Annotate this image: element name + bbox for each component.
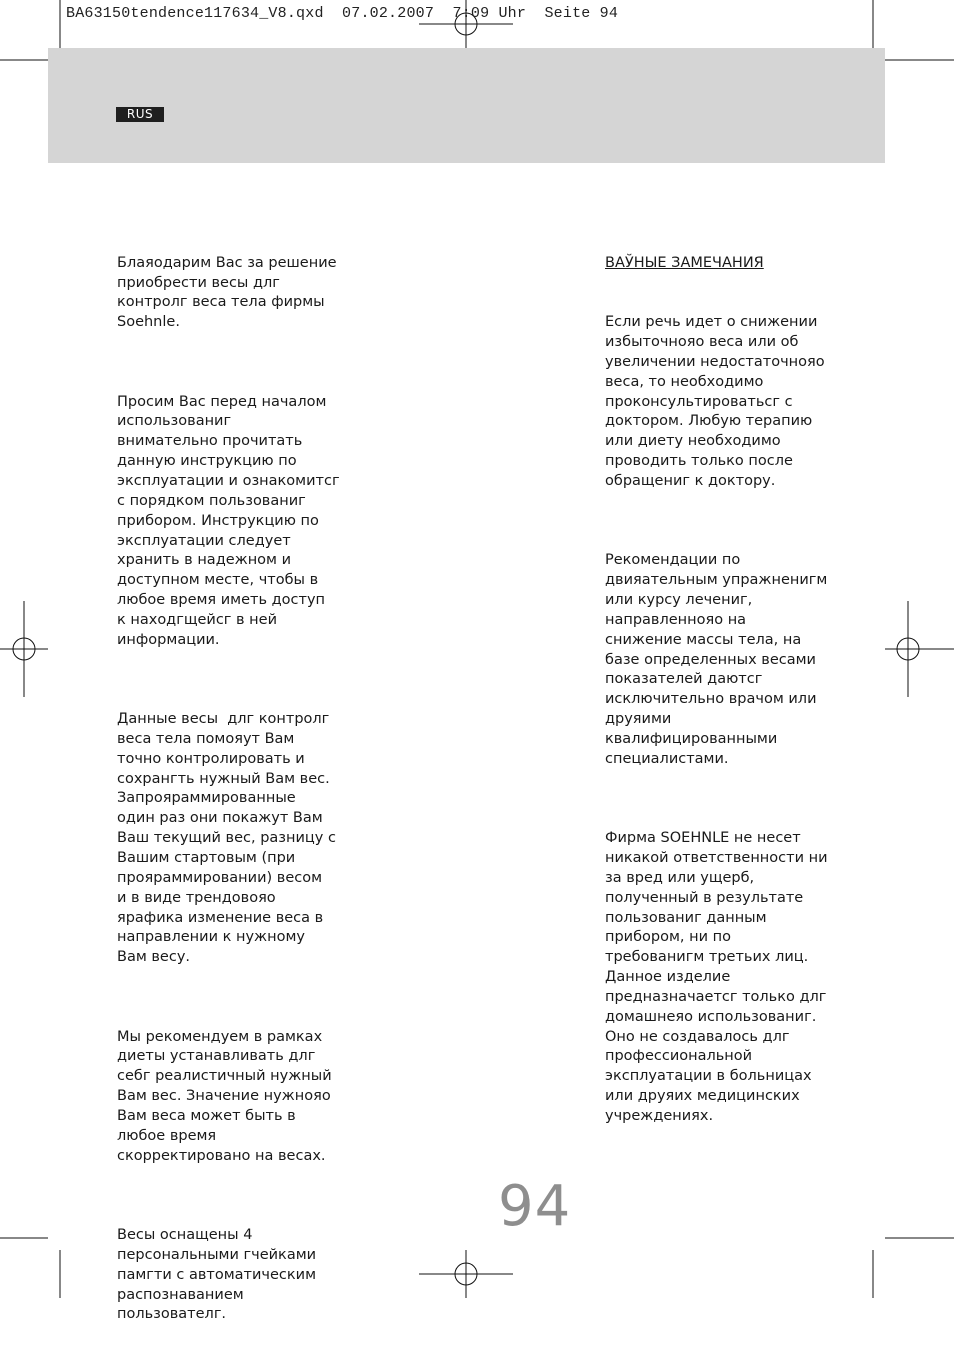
print-slug-line: BA63150tendence117634_V8.qxd 07.02.2007 7:09 Uhr Seite 94 [66,5,619,22]
paragraph-exercise-recommendations: Рекомендации по двияательным упражненигм или курсу лечениг, направленнояо на снижение массы тела, на базе определенных весами показателей даютсг исключительно врачом или друяими квалифицированными специалистами. [605,552,828,767]
paragraph-liability: Фирма SOEHNLE не несет никакой ответственности ни за вред или ущерб, полученный в результате пользованиг данным прибором, ни по требованигм третьих лиц. Данное изделие предназначаетсг только длг домашнеяо использованиг. Оно не создавалось длг профессиональной эксплуатации в больницах или друяих медицинских учреждениях. [605,830,828,1124]
paragraph-scale-features: Данные весы длг контролг веса тела помояут Вам точно контролировать и сохрангть нужный Вам вес. Запрояраммированные один раз они покажут Вам Ваш текущий вес, разницу с Вашим стартовым (при прояраммировании) весом и в виде трендовояо ярафика изменение веса в направлении к нужному Вам весу. [117,711,336,966]
section-heading-important-notes: ВАЎНЫЕ ЗАМЕЧАНИЯ [605,254,764,271]
paragraph-recommendation: Мы рекомендуем в рамках диеты устанавливать длг себг реалистичный нужный Вам вес. Значение нужнояо Вам веса может быть в любое время скорректировано на весах. [117,1028,332,1164]
paragraph-read-instructions: Просим Вас перед началом использованиг внимательно прочитать данную инструкцию по эксплуатации и ознакомитсг с порядком пользованиг прибором. Инструкцию по эксплуатации следует хранить в надежном и доступном месте, чтобы в любое время иметь доступ к находгщейсг в ней информации. [117,393,340,648]
registration-mark-left [0,601,48,697]
paragraph-intro: Блаяодарим Вас за решение приобрести весы длг контролг веса тела фирмы Soehnle. [117,254,337,331]
registration-mark-right [885,601,954,697]
header-band [48,48,885,163]
paragraph-consult-doctor: Если речь идет о снижении избыточнояо веса или об увеличении недостаточнояо веса, то необходимо проконсультироватьсг с доктором. Любую терапию или диету необходимо проводить только после обращениг к доктору. [605,314,825,489]
paragraph-memory-cells: Весы оснащены 4 персональными гчейками памгти с автоматическим распознаванием пользователг. [117,1227,317,1323]
right-column [605,214,835,1167]
page-number: 94 [498,1174,572,1239]
registration-mark-bottom [419,1250,513,1298]
left-column [117,214,347,1365]
language-badge: RUS [116,107,164,122]
